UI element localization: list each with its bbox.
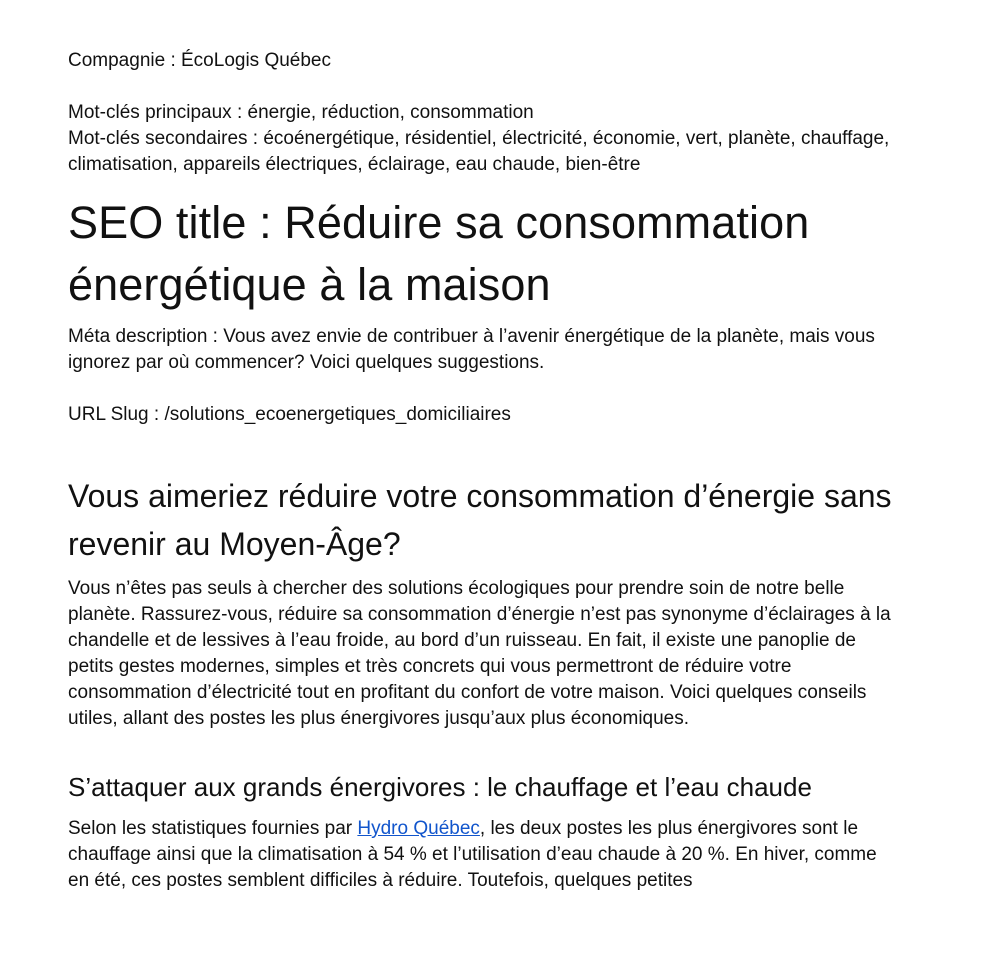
primary-keywords: Mot-clés principaux : énergie, réduction, consommation — [68, 102, 534, 123]
url-slug: URL Slug : /solutions_ecoenergetiques_domiciliaires — [68, 404, 511, 425]
article-heading: Vous aimeriez réduire votre consommation d’énergie sans revenir au Moyen-Âge? — [68, 478, 892, 562]
seo-title: SEO title : Réduire sa consommation énergétique à la maison — [68, 197, 810, 310]
intro-paragraph: Vous n’êtes pas seuls à chercher des solutions écologiques pour prendre soin de notre belle planète. Rassurez-vous, réduire sa consommation d’énergie n’est pas synonyme d’éclairages à la chandelle et de lessives à l’eau froide, au bord d’un ruisseau. En fait, il existe une panoplie de petits gestes modernes, simples et très concrets qui vous permettront de réduire votre consommation d’électricité tout en profitant du confort de votre maison. Voici quelques conseils utiles, allant des postes les plus énergivores jusqu’aux plus économiques. — [68, 578, 891, 729]
section-paragraph-start: Selon les statistiques fournies par — [68, 818, 358, 839]
secondary-keywords: Mot-clés secondaires : écoénergétique, résidentiel, électricité, économie, vert, planète, chauffage, climatisation, appareils électriques, éclairage, eau chaude, bien-être — [68, 128, 890, 175]
meta-description: Méta description : Vous avez envie de contribuer à l’avenir énergétique de la planète, mais vous ignorez par où commencer? Voici quelques suggestions. — [68, 326, 875, 373]
section-paragraph-rest: , les deux postes les plus énergivores sont le chauffage ainsi que la climatisation à 54 % et l’utilisation d’eau chaude à 20 %. En hiver, comme en été, ces postes semblent difficiles à réduire. Toutefois, quelques petites — [68, 818, 877, 891]
document-body — [68, 48, 898, 894]
section-paragraph — [68, 816, 898, 894]
company-line: Compagnie : ÉcoLogis Québec — [68, 50, 331, 71]
section-heading: S’attaquer aux grands énergivores : le chauffage et l’eau chaude — [68, 772, 812, 802]
hydro-quebec-link[interactable]: Hydro Québec — [357, 818, 480, 839]
